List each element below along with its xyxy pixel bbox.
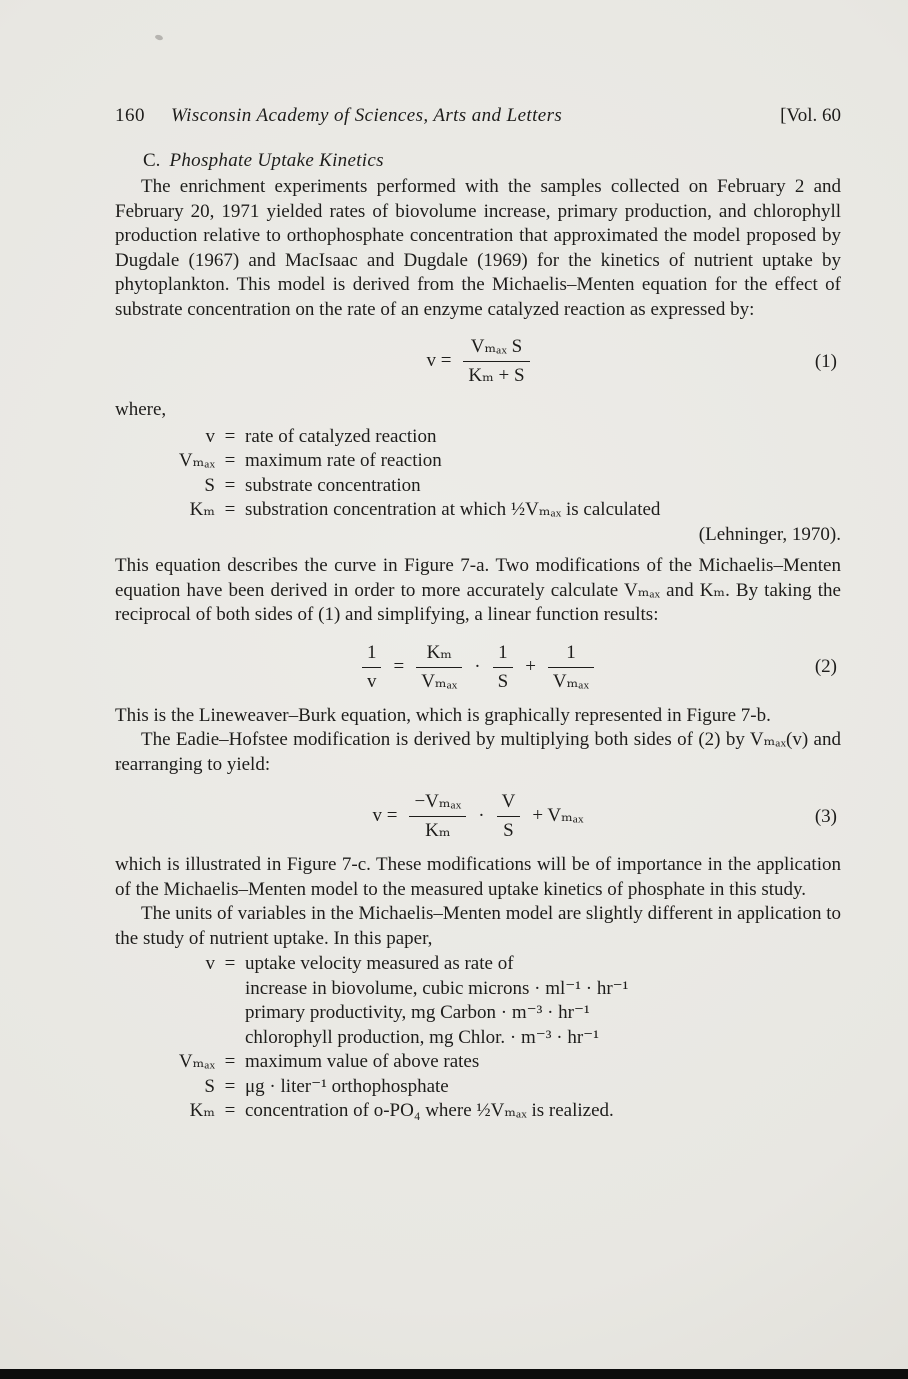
paragraph-5: which is illustrated in Figure 7-c. These modifications will be of importance in the application of the Michaelis–Menten model to the measured uptake kinetics of phosphate in this study. [115,854,841,900]
definition-term: S [204,1075,215,1097]
section-label: C. [143,149,161,171]
fraction-denominator: Vₘₐₓ [421,670,458,692]
definition-term: Kₘ [189,499,215,520]
page-content [115,0,841,1131]
paragraph-4: The Eadie–Hofstee modification is derived by multiplying both sides of (2) by Vₘₐₓ(v) and rearranging to yield: [115,729,841,775]
dot-operator: · [474,655,481,677]
equals-sign: = [224,474,236,496]
fraction-denominator: Kₘ [425,820,451,841]
fraction-numerator: 1 [548,641,594,668]
definition-text: maximum value of above rates [245,1051,480,1072]
definition-text [245,498,841,547]
dot-operator: · [478,805,485,827]
section-title: Phosphate Uptake Kinetics [169,149,384,171]
equals-sign: = [224,953,236,974]
definition-term: v [205,425,215,447]
definition-text-line: chlorophyll production, mg Chlor. · m⁻³ · hr⁻¹ [245,1026,599,1048]
fraction-denominator: v [366,670,377,692]
fraction [497,790,521,843]
paragraph-3: This is the Lineweaver–Burk equation, which is graphically represented in Figure 7-b. [115,704,771,726]
definition-text [245,952,841,1050]
fraction-numerator: V [497,790,521,817]
page-header [115,104,841,129]
fraction-numerator: −Vₘₐₓ [409,790,466,817]
eq3-lhs: v = [372,805,398,827]
definition-text-line: primary productivity, mg Carbon · m⁻³ · hr⁻¹ [245,1002,590,1023]
definition-text: μg · liter⁻¹ orthophosphate [245,1075,449,1097]
definition-text-line: substration concentration at which ½Vₘₐₓ is calculated [245,499,661,520]
fraction [416,641,462,694]
equals-sign: = [224,499,236,520]
definition-text: substrate concentration [245,474,421,496]
equation-3 [115,790,841,843]
equals-sign: = [224,1075,236,1097]
equals-sign: = [224,450,236,471]
definition-term: Vₘₐₓ [178,450,215,471]
definition-text: maximum rate of reaction [245,450,442,471]
fraction [493,641,514,694]
equals-sign: = [224,425,236,447]
paragraph-6: The units of variables in the Michaelis–Menten model are slightly different in application to the study of nutrient uptake. In this paper, [115,903,841,949]
definition-text-line: uptake velocity measured as rate of [245,953,514,974]
fraction-denominator: Vₘₐₓ [552,670,590,692]
journal-title: Wisconsin Academy of Sciences, Arts and Letters [171,105,563,126]
fraction [409,790,466,843]
fraction [362,641,382,694]
definition-list-1 [115,425,841,548]
equation-number: (1) [814,350,837,372]
section-heading [115,149,841,174]
definition-text: rate of catalyzed reaction [245,425,437,447]
definition-term: S [204,474,215,496]
equation-2 [115,641,841,694]
equals-sign: = [393,655,405,677]
fraction-numerator: Kₘ [416,641,462,668]
paragraph-2: This equation describes the curve in Figure 7-a. Two modifications of the Michaelis–Menten equation have been derived in order to more accurately calculate Vₘₐₓ and Kₘ. By taking the reciprocal of both sides of (1) and simplifying, a linear function results: [115,555,841,625]
definition-list-2 [115,952,841,1124]
eq3-rhs: + Vₘₐₓ [532,805,584,827]
volume-label: [Vol. 60 [780,105,841,126]
fraction-denominator: Kₘ + S [468,365,525,386]
fraction [548,641,594,694]
definition-term: Kₘ [189,1100,215,1121]
definition-text: concentration of o-PO₄ where ½Vₘₐₓ is realized. [245,1100,614,1121]
fraction [463,335,529,388]
citation: (Lehninger, 1970). [698,523,841,545]
fraction-numerator: Vₘₐₓ S [463,335,529,362]
definition-text-line: increase in biovolume, cubic microns · ml⁻¹ · hr⁻¹ [245,977,629,999]
definition-term: Vₘₐₓ [178,1051,215,1072]
equals-sign: = [224,1100,236,1121]
fraction-numerator: 1 [493,641,514,668]
page-number: 160 [115,105,145,126]
fraction-denominator: S [497,670,509,692]
equals-sign: = [224,1051,236,1072]
eq1-lhs: v = [426,350,452,372]
equation-1 [115,335,841,388]
fraction-denominator: S [503,820,514,841]
equation-number: (2) [814,655,837,677]
scan-edge-artifact [0,1369,908,1379]
plus-operator: + [525,655,536,677]
equation-number: (3) [814,805,837,827]
fraction-numerator: 1 [362,641,382,668]
paragraph-1: The enrichment experiments performed with the samples collected on February 2 and February 20, 1971 yielded rates of biovolume increase, primary production, and chlorophyll production relative to orthophosphate concentration that approximated the model proposed by Dugdale (1967) and MacIsaac and Dugdale (1969) for the kinetics of nutrient uptake by phytoplankton. This model is derived from the Michaelis–Menten equation for the effect of substrate concentration on the rate of an enzyme catalyzed reaction as expressed by: [115,176,841,320]
where-label: where, [115,399,167,420]
definition-term: v [205,953,215,974]
